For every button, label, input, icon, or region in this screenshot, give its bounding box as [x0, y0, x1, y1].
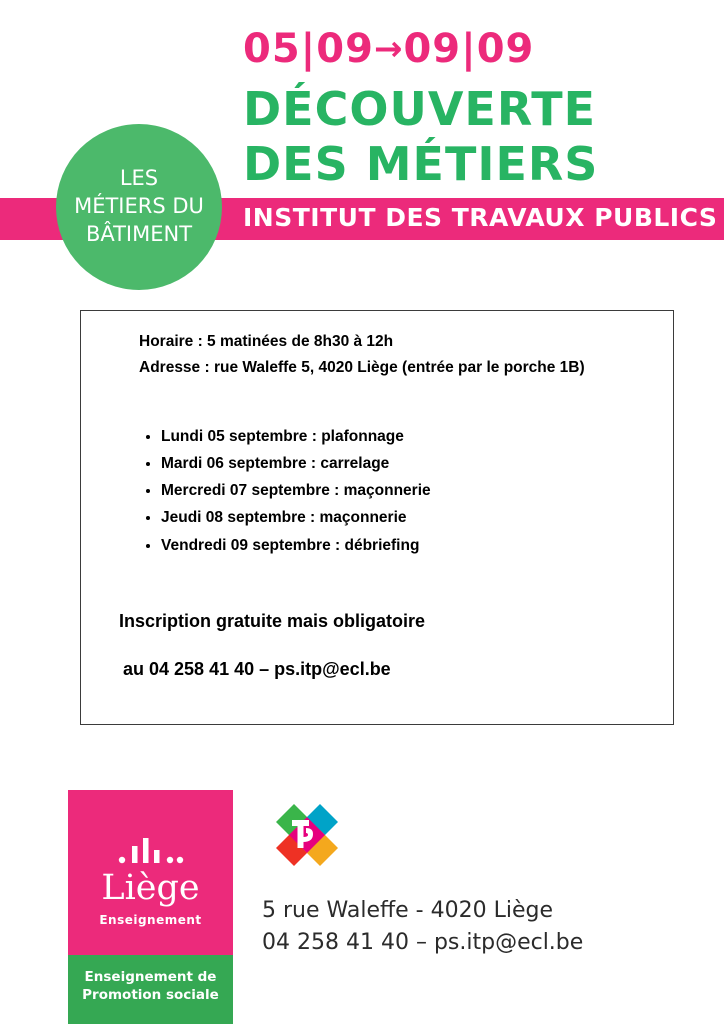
info-box: [80, 310, 674, 725]
registration-contact: au 04 258 41 40 – ps.itp@ecl.be: [123, 659, 391, 679]
logo-liege-enseignement: [68, 790, 233, 1024]
logo-liege-word: Liège: [101, 868, 200, 908]
institute-subtitle: INSTITUT DES TRAVAUX PUBLICS: [243, 203, 718, 232]
list-item: • Mercredi 07 septembre : maçonnerie: [161, 477, 431, 504]
list-item: • Mardi 06 septembre : carrelage: [161, 450, 431, 477]
arrow-icon: →: [373, 29, 404, 69]
page-title-line1: DÉCOUVERTE: [243, 82, 597, 136]
date-start: 05|09: [243, 26, 374, 72]
poster-header: [0, 0, 724, 270]
logo-green-line2: Promotion sociale: [82, 987, 219, 1004]
schedule-text: Horaire : 5 matinées de 8h30 à 12h: [139, 333, 394, 350]
list-item: • Jeudi 08 septembre : maçonnerie: [161, 504, 431, 531]
badge-metiers-batiment: [56, 124, 222, 290]
list-item: • Lundi 05 septembre : plafonnage: [161, 423, 431, 450]
logo-bars-icon: [116, 836, 186, 864]
badge-line-2: MÉTIERS DU: [74, 194, 204, 219]
date-end: 09|09: [403, 26, 535, 72]
logo-liege-subtitle: Enseignement: [99, 913, 202, 927]
badge-line-1: LES: [119, 166, 159, 191]
page-title-line2: DES MÉTIERS: [243, 137, 599, 191]
registration-notice: Inscription gratuite mais obligatoire: [119, 611, 426, 631]
footer-address-line1: 5 rue Waleffe - 4020 Liège: [262, 898, 553, 923]
footer-address-line2: 04 258 41 40 – ps.itp@ecl.be: [262, 929, 584, 955]
info-header: [139, 329, 585, 380]
address-text: Adresse : rue Waleffe 5, 4020 Liège (entrée par le porche 1B): [139, 358, 585, 376]
list-item: • Vendredi 09 septembre : débriefing: [161, 532, 431, 559]
badge-line-3: BÂTIMENT: [85, 221, 193, 246]
date-range: [243, 26, 534, 72]
logo-itp-icon: [262, 798, 352, 878]
logo-green-line1: Enseignement de: [84, 969, 217, 985]
logo-promotion-sociale: [68, 968, 233, 1004]
day-list: [139, 423, 431, 559]
footer-address: [262, 895, 583, 959]
